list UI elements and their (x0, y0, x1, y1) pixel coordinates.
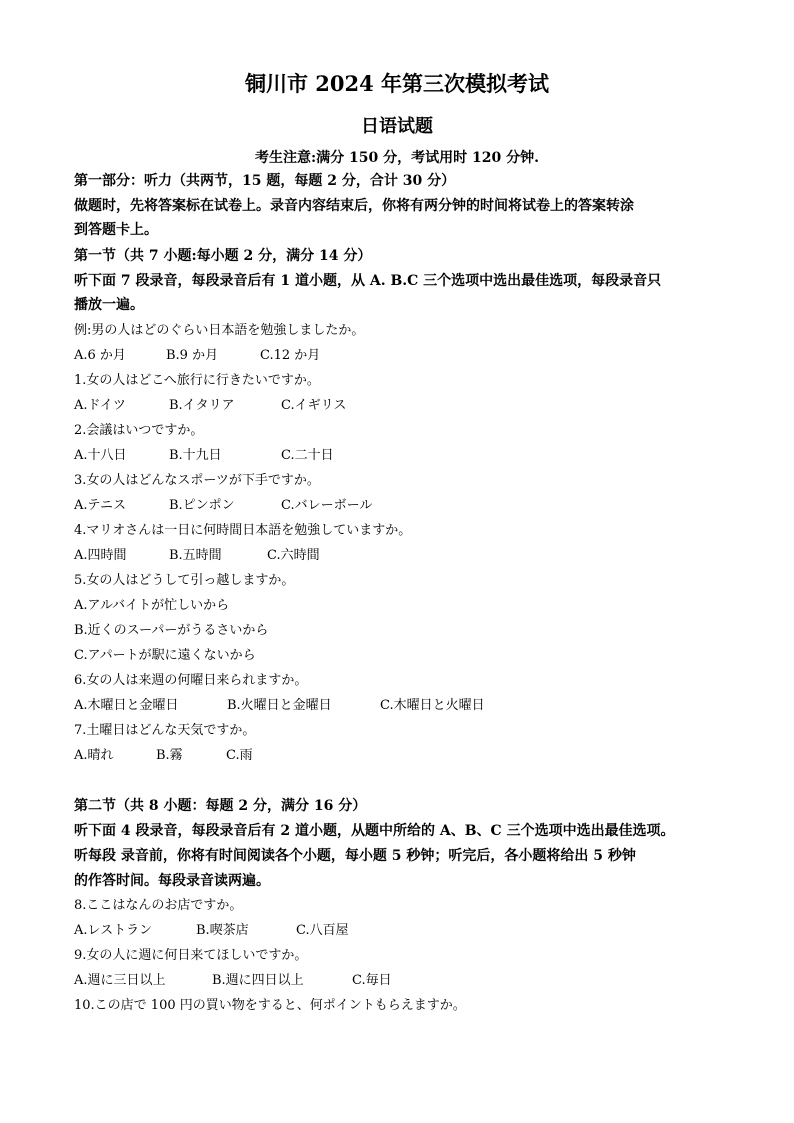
option-b: B.ピンポン (169, 498, 235, 513)
example-question: 例:男の人はどのぐらい日本語を勉強しましたか。 (74, 323, 365, 338)
question: 3.女の人はどんなスポーツが下手ですか。 (74, 473, 320, 488)
section2-instruction-line: 的作答时间。每段录音读两遍。 (74, 873, 270, 889)
option-a: A.晴れ (74, 748, 114, 763)
question: 7.土曜日はどんな天気ですか。 (74, 723, 256, 738)
option-b: B.喫茶店 (196, 923, 249, 938)
option-a: A.四時間 (74, 548, 127, 563)
option-c: C.木曜日と火曜日 (380, 698, 485, 713)
exam-notice: 考生注意:满分 150 分，考试用时 120 分钟. (255, 150, 539, 166)
option-b: B.霧 (156, 748, 183, 763)
option-c: C.八百屋 (296, 923, 349, 938)
exam-title: 铜川市 2024 年第三次模拟考试 (244, 71, 550, 96)
question: 6.女の人は来週の何曜日来られますか。 (74, 673, 308, 688)
option-b: B.火曜日と金曜日 (227, 698, 332, 713)
option-b: B.五時間 (169, 548, 222, 563)
option-b: B.近くのスーパーがうるさいから (74, 623, 269, 638)
option-b: B.9 か月 (166, 348, 219, 363)
option-b: B.十九日 (169, 448, 222, 463)
section2-instruction-line: 听每段 录音前，你将有时间阅读各个小题，每小题 5 秒钟；听完后，各小题将给出 5 秒钟 (74, 848, 636, 864)
exam-subtitle: 日语试题 (361, 116, 433, 137)
section1-instruction-line: 听下面 7 段录音，每段录音后有 1 道小题，从 A. B.C 三个选项中选出最佳选项，每段录音只 (74, 273, 662, 289)
question: 2.会議はいつですか。 (74, 423, 204, 438)
question: 4.マリオさんは一日に何時間日本語を勉強していますか。 (74, 523, 412, 538)
question: 9.女の人に週に何日来てほしいですか。 (74, 948, 308, 963)
option-c: C.六時間 (267, 548, 320, 563)
option-a: A.ドイツ (74, 398, 126, 413)
option-b: B.週に四日以上 (212, 973, 304, 988)
option-b: B.イタリア (169, 398, 235, 413)
section2-instruction-line: 听下面 4 段录音，每段录音后有 2 道小题，从题中所给的 A、B、C 三个选项中选出最佳选项。 (74, 823, 675, 839)
option-c: C.イギリス (281, 398, 347, 413)
option-a: A.週に三日以上 (74, 973, 166, 988)
question: 5.女の人はどうして引っ越しますか。 (74, 573, 295, 588)
option-c: C.二十日 (281, 448, 334, 463)
option-a: A.アルバイトが忙しいから (74, 598, 230, 613)
section2-heading: 第二节（共 8 小题：每题 2 分，满分 16 分） (74, 798, 367, 814)
part1-instruction-line: 做题时，先将答案标在试卷上。录音内容结束后，你将有两分钟的时间将试卷上的答案转涂 (74, 198, 634, 214)
part1-heading: 第一部分：听力（共两节，15 题，每题 2 分，合计 30 分） (74, 173, 456, 189)
option-a: A.レストラン (74, 923, 153, 938)
option-c: C.12 か月 (260, 348, 321, 363)
section1-instruction-line: 播放一遍。 (74, 297, 144, 313)
question: 10.この店で 100 円の買い物をすると、何ポイントもらえますか。 (74, 998, 466, 1013)
part1-instruction-line: 到答题卡上。 (74, 222, 158, 238)
option-c: C.雨 (226, 748, 253, 763)
question: 1.女の人はどこへ旅行に行きたいですか。 (74, 373, 320, 388)
option-c: C.バレーボール (281, 498, 373, 513)
option-c: C.アパートが駅に遠くないから (74, 648, 256, 663)
option-a: A.6 か月 (74, 348, 126, 363)
option-c: C.毎日 (352, 973, 392, 988)
option-a: A.テニス (74, 498, 127, 513)
option-a: A.木曜日と金曜日 (74, 698, 179, 713)
question: 8.ここはなんのお店ですか。 (74, 898, 243, 913)
option-a: A.十八日 (74, 448, 127, 463)
section1-heading: 第一节（共 7 小题:每小题 2 分，满分 14 分） (74, 248, 372, 264)
